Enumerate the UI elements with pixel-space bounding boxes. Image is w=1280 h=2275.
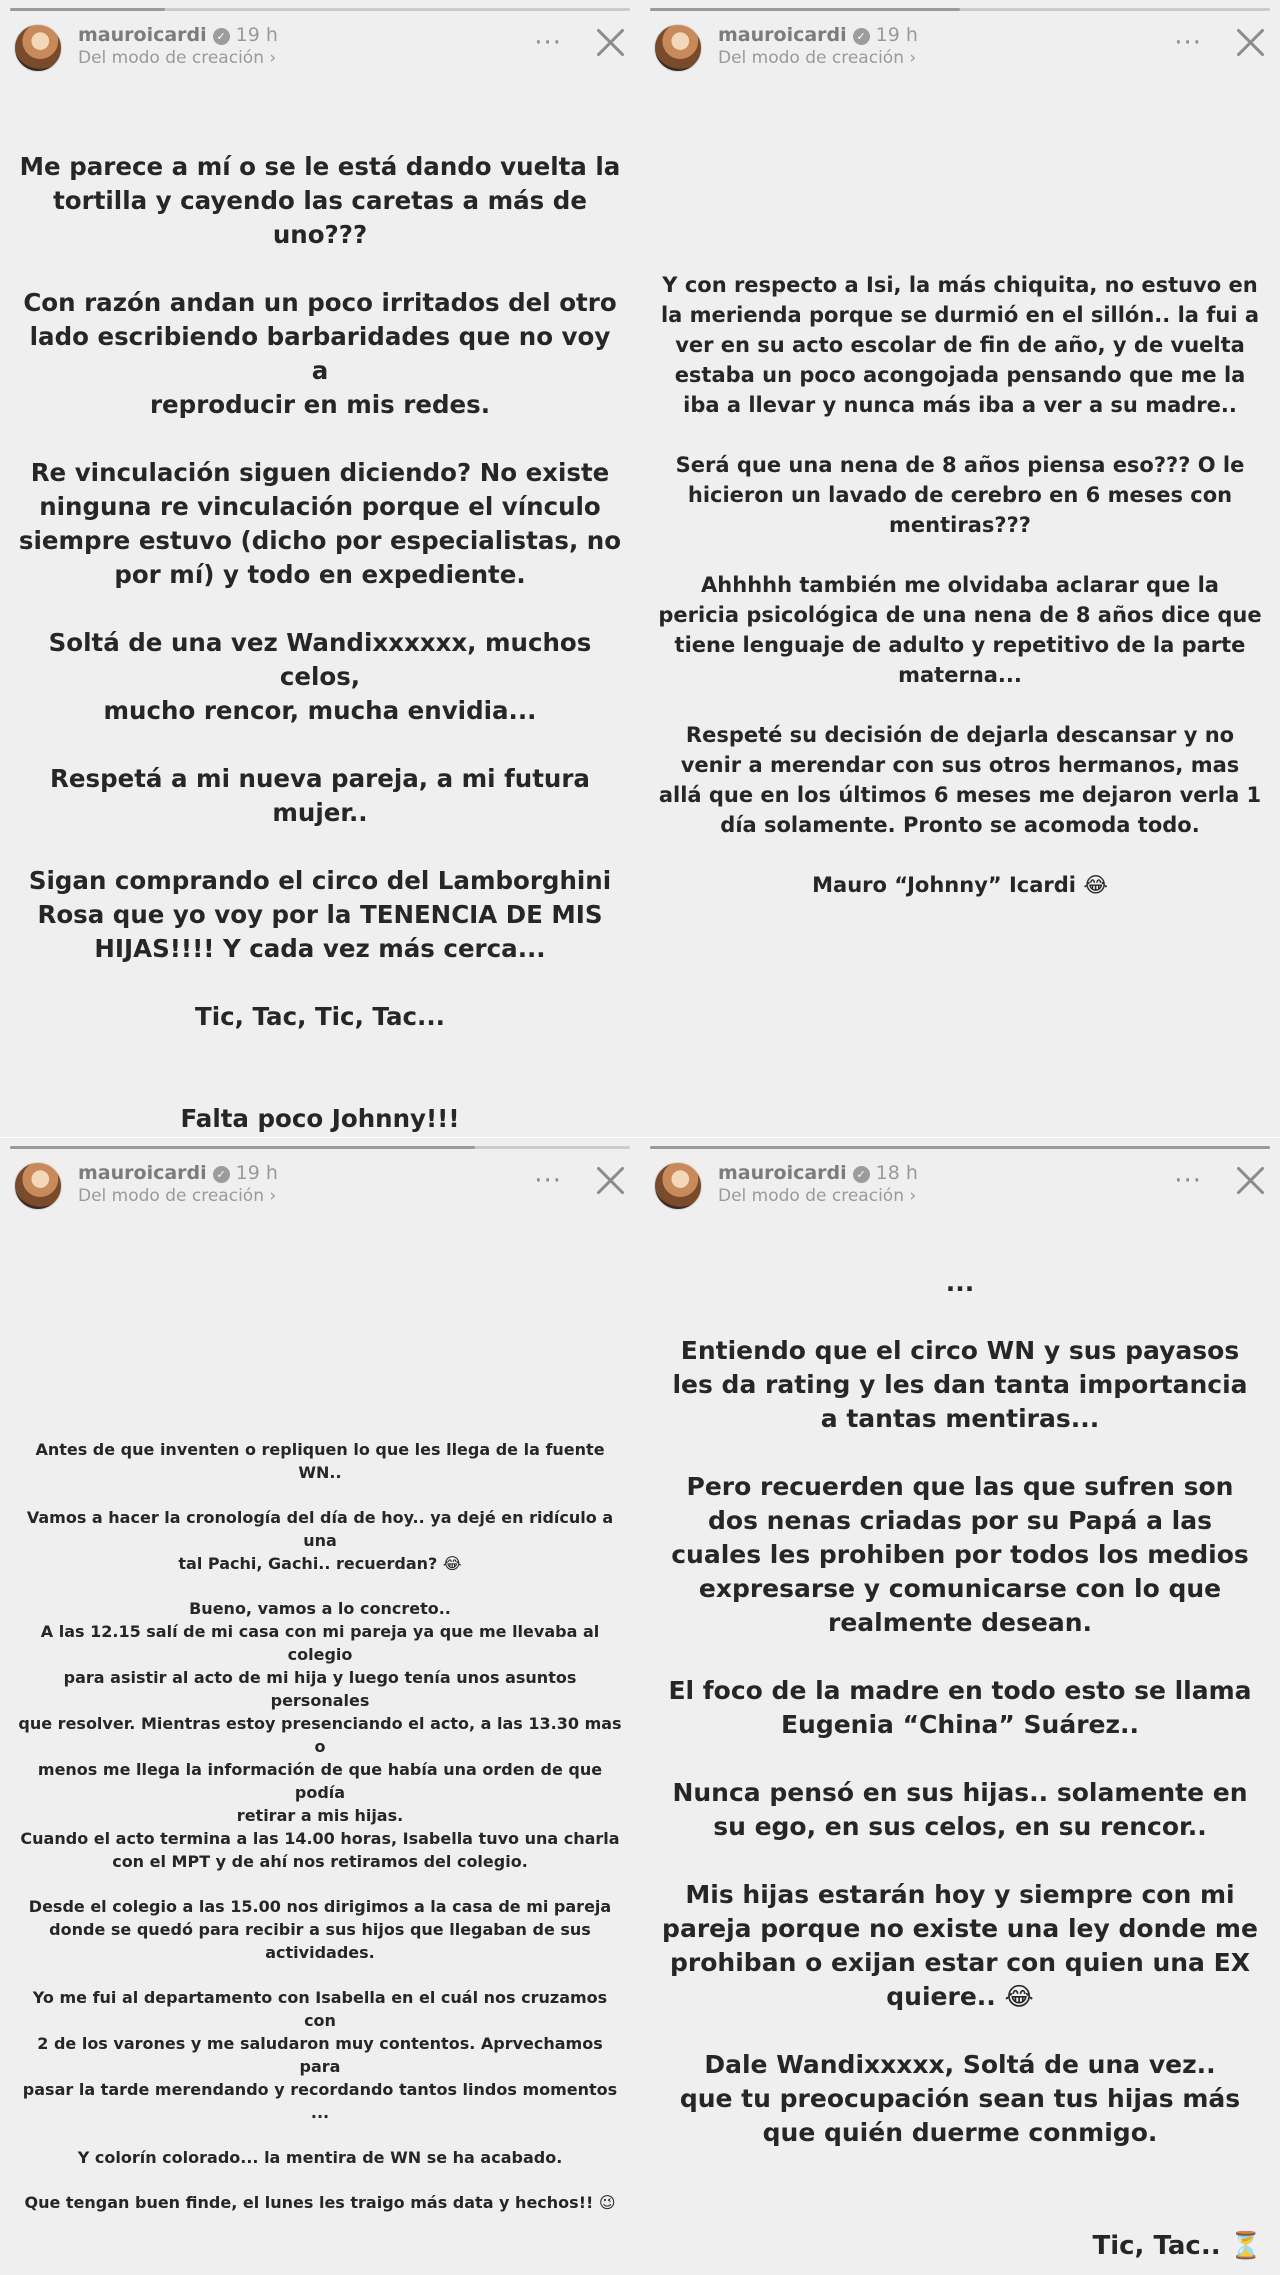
story-text-line: Nunca pensó en sus hijas.. solamente en [672,1778,1248,1807]
story-text-line: allá que en los últimos 6 meses me dejaron verla 1 [658,783,1262,807]
paragraph-gap [18,728,622,762]
story-text [658,270,1262,900]
avatar[interactable] [654,24,702,72]
username[interactable]: mauroicardi [78,24,207,46]
story-text-line: ninguna re vinculación porque el vínculo [39,492,601,521]
paragraph-gap [658,420,1262,450]
story-text-line: expresarse y comunicarse con lo que [698,1574,1222,1603]
story-progress-bar [10,1146,630,1149]
story-text-line: retirar a mis hijas. [236,1806,404,1825]
story-text-line: que tu preocupación sean tus hijas más [679,2084,1241,2113]
more-options-icon[interactable]: ··· [534,1166,562,1196]
paragraph-gap [18,1034,622,1068]
paragraph-gap [658,690,1262,720]
story-text-line: Dale Wandixxxxx, Soltá de una vez.. [704,2050,1216,2079]
story-text-line: iba a llevar y nunca más iba a ver a su madre.. [683,393,1237,417]
story-text-line: prohiban o exijan estar con quien una EX [670,1948,1250,1977]
story-text-line: para asistir al acto de mi hija y luego tenía unos asuntos personales [63,1668,577,1710]
story-text-line: siempre estuvo (dicho por especialistas, no [18,526,622,555]
story-text-line: Eugenia “China” Suárez.. [780,1710,1140,1739]
paragraph-gap [658,1640,1262,1674]
story-text [18,150,622,1136]
story-text-line: Y con respecto a Isi, la más chiquita, no estuvo en [662,273,1258,297]
story-text-line: Vamos a hacer la cronología del día de hoy.. ya dejé en ridículo a una [26,1508,614,1550]
username[interactable]: mauroicardi [718,1162,847,1184]
close-icon[interactable] [594,26,626,58]
story-text-line: 2 de los varones y me saludaron muy contentos. Aprvechamos para [37,2034,603,2076]
story-text-line: HIJAS!!!! Y cada vez más cerca... [94,934,546,963]
story-text [658,1266,1262,2150]
story-text [18,1438,622,2214]
story-text-line: ver en su acto escolar de fin de año, y de vuelta [675,333,1245,357]
story-panel-4[interactable] [640,1138,1280,2275]
story-header [654,1160,1266,1210]
creation-mode-link[interactable]: Del modo de creación › [718,48,917,68]
story-progress-fill [10,1146,475,1149]
story-text-line: pareja porque no existe una ley donde me [662,1914,1258,1943]
story-text-line: reproducir en mis redes. [149,390,491,419]
more-options-icon[interactable]: ··· [534,28,562,58]
story-text-line: tal Pachi, Gachi.. recuerdan? 😂 [178,1554,462,1573]
user-line [78,24,278,46]
story-text-line: que quién duerme conmigo. [762,2118,1158,2147]
story-text-line: Soltá de una vez Wandixxxxxx, muchos celos, [48,628,592,691]
paragraph-gap [658,1300,1262,1334]
story-text-line: día solamente. Pronto se acomoda todo. [720,813,1200,837]
paragraph-gap [18,1068,622,1102]
story-panel-1[interactable] [0,0,640,1137]
paragraph-gap [658,1844,1262,1878]
story-text-line: Y colorín colorado... la mentira de WN se ha acabado. [77,2148,563,2167]
user-line [718,1162,918,1184]
story-text-line: Será que una nena de 8 años piensa eso??? O le [675,453,1245,477]
verified-badge-icon: ✓ [213,1166,230,1183]
story-panel-3[interactable] [0,1138,640,2275]
story-progress-fill [10,8,165,11]
story-text-line: con el MPT y de ahí nos retiramos del colegio. [112,1852,528,1871]
story-text-line: hicieron un lavado de cerebro en 6 meses con [687,483,1233,507]
paragraph-gap [18,1873,622,1895]
story-progress-bar [650,1146,1270,1149]
story-progress-fill [650,8,960,11]
paragraph-gap [18,2124,622,2146]
story-text-line: Me parece a mí o se le está dando vuelta la [19,152,621,181]
story-progress-fill [650,1146,1270,1149]
story-text-line: quiere.. 😂 [886,1982,1034,2011]
avatar[interactable] [14,1162,62,1210]
story-text-line: a tantas mentiras... [820,1404,1100,1433]
story-text-line: Falta poco Johnny!!! [180,1104,460,1133]
story-text-line: A las 12.15 salí de mi casa con mi pareja ya que me llevaba al colegio [40,1622,600,1664]
paragraph-gap [18,830,622,864]
story-text-line: realmente desean. [828,1608,1092,1637]
creation-mode-link[interactable]: Del modo de creación › [78,1186,277,1206]
paragraph-gap [18,1484,622,1506]
paragraph-gap [18,1964,622,1986]
user-line [78,1162,278,1184]
story-text-line: les da rating y les dan tanta importancia [672,1370,1248,1399]
story-text-line: Pero recuerden que las que sufren son [686,1472,1234,1501]
story-text-line: Que tengan buen finde, el lunes les traigo más data y hechos!! 😉 [24,2193,616,2212]
verified-badge-icon: ✓ [853,28,870,45]
paragraph-gap [658,1436,1262,1470]
close-icon[interactable] [594,1164,626,1196]
post-time: 19 h [235,1162,278,1184]
story-text-line: Bueno, vamos a lo concreto.. [189,1599,451,1618]
story-header [654,22,1266,72]
creation-mode-link[interactable]: Del modo de creación › [718,1186,917,1206]
story-text-line: dos nenas criadas por su Papá a las [708,1506,1212,1535]
creation-mode-link[interactable]: Del modo de creación › [78,48,277,68]
story-header [14,1160,626,1210]
more-options-icon[interactable]: ··· [1174,1166,1202,1196]
username[interactable]: mauroicardi [78,1162,207,1184]
story-text-line: donde se quedó para recibir a sus hijos que llegaban de sus [49,1920,591,1939]
paragraph-gap [658,2014,1262,2048]
story-text-line: actividades. [265,1943,375,1962]
story-text-line: materna... [898,663,1022,687]
story-text-line: Mauro “Johnny” Icardi 😂 [812,873,1108,897]
story-text-line: Antes de que inventen o repliquen lo que les llega de la fuente WN.. [35,1440,605,1482]
story-text-line: Ahhhhh también me olvidaba aclarar que la [701,573,1219,597]
post-time: 18 h [875,1162,918,1184]
story-text-line: Con razón andan un poco irritados del otro [23,288,617,317]
paragraph-gap [658,840,1262,870]
more-options-icon[interactable]: ··· [1174,28,1202,58]
story-text-line: Respetá a mi nueva pareja, a mi futura mujer.. [50,764,590,827]
paragraph-gap [18,422,622,456]
story-text-line: Sigan comprando el circo del Lamborghini [28,866,612,895]
story-text-line: que resolver. Mientras estoy presenciando el acto, a las 13.30 mas o [18,1714,622,1756]
post-time: 19 h [875,24,918,46]
story-text-line: mentiras??? [889,513,1031,537]
paragraph-gap [18,1575,622,1597]
story-header [14,22,626,72]
story-text-line: Entiendo que el circo WN y sus payasos [680,1336,1240,1365]
verified-badge-icon: ✓ [213,28,230,45]
story-text-line: pasar la tarde merendando y recordando tantos lindos momentos ... [22,2080,618,2122]
story-text-line: menos me llega la información de que había una orden de que podía [37,1760,603,1802]
username[interactable]: mauroicardi [718,24,847,46]
paragraph-gap [658,1742,1262,1776]
paragraph-gap [18,592,622,626]
paragraph-gap [18,966,622,1000]
story-text-line: Desde el colegio a las 15.00 nos dirigimos a la casa de mi pareja [28,1897,612,1916]
story-panel-2[interactable] [640,0,1280,1137]
avatar[interactable] [654,1162,702,1210]
story-progress-bar [10,8,630,11]
paragraph-gap [18,252,622,286]
user-line [718,24,918,46]
paragraph-gap [658,540,1262,570]
story-text-line: Respeté su decisión de dejarla descansar y no [685,723,1235,747]
paragraph-gap [18,2169,622,2191]
story-text-line: Re vinculación siguen diciendo? No existe [30,458,610,487]
story-text-line: su ego, en sus celos, en su rencor.. [713,1812,1207,1841]
verified-badge-icon: ✓ [853,1166,870,1183]
story-text-line: Tic, Tac, Tic, Tac... [195,1002,445,1031]
story-progress-bar [650,8,1270,11]
story-text-line: Rosa que yo voy por la TENENCIA DE MIS [37,900,603,929]
story-text-line: ... [945,1268,975,1297]
story-footer-text: Tic, Tac.. ⏳ [1092,2231,1262,2261]
avatar[interactable] [14,24,62,72]
story-text-line: por mí) y todo en expediente. [114,560,526,589]
story-text-line: El foco de la madre en todo esto se llama [668,1676,1252,1705]
story-text-line: Mis hijas estarán hoy y siempre con mi [685,1880,1235,1909]
story-text-line: cuales les prohiben por todos los medios [671,1540,1249,1569]
story-text-line: Cuando el acto termina a las 14.00 horas, Isabella tuvo una charla [20,1829,620,1848]
story-text-line: lado escribiendo barbaridades que no voy a [29,322,611,385]
story-text-line: estaba un poco acongojada pensando que me la [674,363,1246,387]
story-text-line: tortilla y cayendo las caretas a más de uno??? [53,186,587,249]
story-text-line: venir a merendar con sus otros hermanos, mas [680,753,1240,777]
story-text-line: Yo me fui al departamento con Isabella en el cuál nos cruzamos con [32,1988,608,2030]
story-text-line: mucho rencor, mucha envidia... [103,696,537,725]
close-icon[interactable] [1234,1164,1266,1196]
story-text-line: la merienda porque se durmió en el sillón.. la fui a [660,303,1260,327]
post-time: 19 h [235,24,278,46]
story-text-line: pericia psicológica de una nena de 8 años dice que [658,603,1262,627]
story-text-line: tiene lenguaje de adulto y repetitivo de la parte [674,633,1246,657]
close-icon[interactable] [1234,26,1266,58]
